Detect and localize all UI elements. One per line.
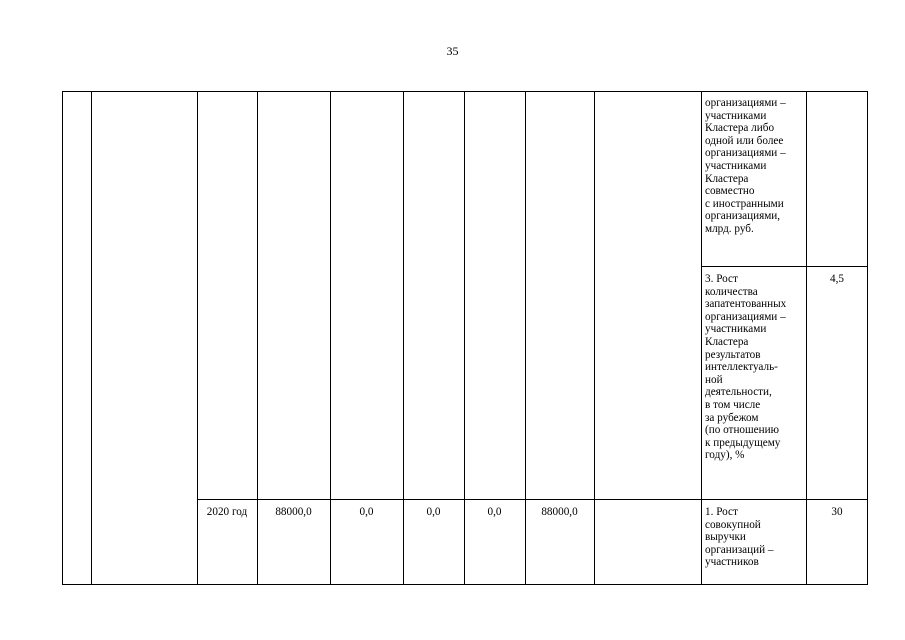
table-border-bottom xyxy=(62,584,868,585)
value-cell: 0,0 xyxy=(487,506,502,518)
indicator-text: 1. Рост совокупной выручки организаций – участников xyxy=(705,506,774,569)
table-border-top xyxy=(62,91,868,92)
table-border-left xyxy=(62,91,63,585)
year-cell: 2020 год xyxy=(206,506,248,518)
value-cell: 88000,0 xyxy=(275,506,312,518)
value-cell: 0,0 xyxy=(359,506,374,518)
page-number: 35 xyxy=(446,44,459,58)
row-divider xyxy=(197,499,868,500)
column-divider xyxy=(594,91,595,585)
column-divider xyxy=(701,91,702,585)
row-divider xyxy=(701,266,868,267)
target-value: 4,5 xyxy=(830,273,844,285)
column-divider xyxy=(91,91,92,585)
target-value: 30 xyxy=(831,506,843,518)
data-table xyxy=(62,91,868,585)
value-cell: 88000,0 xyxy=(541,506,578,518)
indicator-text: организациями – участниками Кластера либо одной или более организациями – участниками Кластера совместно с иностранными организациями, млрд. руб. xyxy=(705,97,786,235)
value-cell: 0,0 xyxy=(426,506,441,518)
table-border-right xyxy=(867,91,868,585)
indicator-text: 3. Рост количества запатентованных организациями – участниками Кластера результатов интеллектуаль- ной деятельности, в том числе за рубежом (по отношению к предыдущему году), % xyxy=(705,273,787,462)
